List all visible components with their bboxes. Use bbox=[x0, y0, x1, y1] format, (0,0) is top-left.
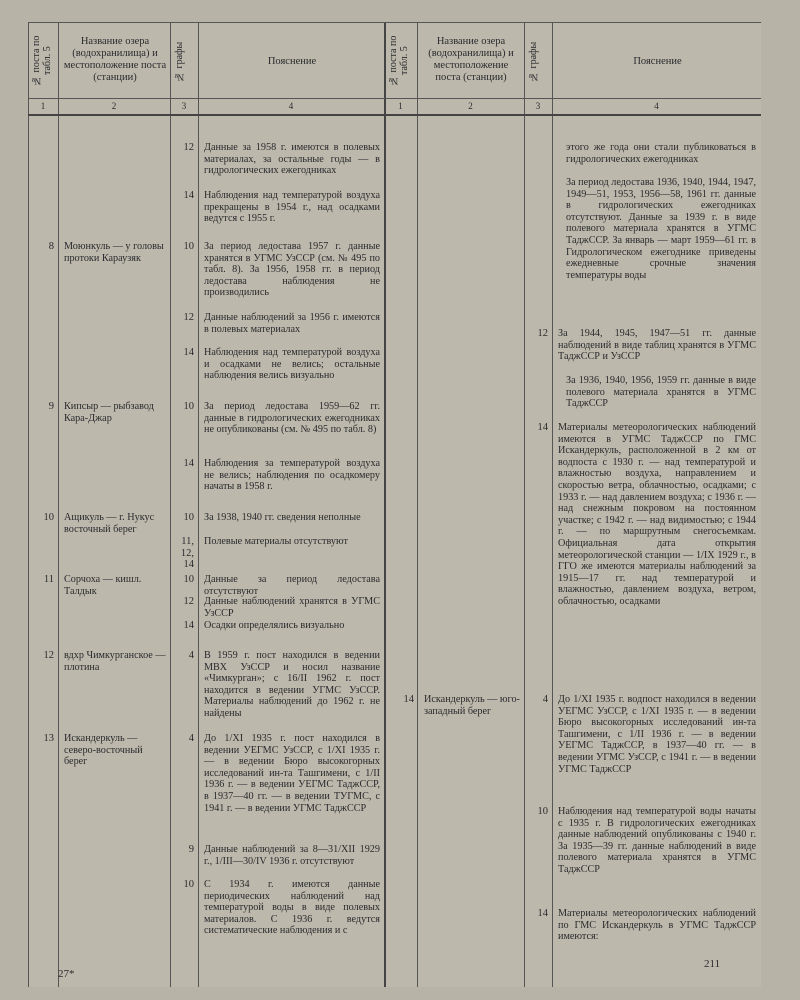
graph-number: 4 bbox=[188, 650, 194, 661]
header-post-no: № поста по табл. 5 bbox=[31, 35, 53, 87]
explanation-text: Полевые материалы отсутствуют bbox=[204, 536, 348, 547]
header-bottom-border bbox=[28, 114, 761, 116]
graph-number: 9 bbox=[188, 844, 194, 855]
lake-name: вдхр Чимкурганское — плотина bbox=[64, 650, 166, 673]
explanation-text: Данные наблюдений за 1956 г. имеются в полевых материалах bbox=[204, 312, 380, 335]
col-number: 4 bbox=[654, 101, 659, 111]
explanation-text: Наблюдения над температурой воды начаты с 1935 г. В гидрологических ежегодниках данные наблюдений опубликованы с 1940 г. За 1935—39 гг. данные наблюдений в виде полевого материала хранятся в УГМС ТаджССР bbox=[558, 806, 756, 875]
col-number: 2 bbox=[468, 101, 473, 111]
table-top-border bbox=[28, 22, 761, 23]
header-graph-no: № графы bbox=[174, 41, 185, 83]
lake-name: Искандеркуль — северо-восточный берег bbox=[64, 733, 143, 768]
explanation-text: За 1936, 1940, 1956, 1959 гг. данные в виде полевого материала хранятся в УГМС ТаджССР bbox=[566, 375, 756, 410]
post-number: 10 bbox=[43, 512, 54, 523]
col-divider bbox=[198, 22, 199, 987]
graph-number: 12 bbox=[537, 328, 548, 339]
graph-number: 14 bbox=[183, 458, 194, 469]
col-divider bbox=[552, 22, 553, 987]
graph-number: 10 bbox=[183, 512, 194, 523]
document-page bbox=[28, 22, 761, 987]
explanation-text: За период ледостава 1936, 1940, 1944, 1947, 1949—51, 1953, 1956—58, 1961 гг. данные в гидрологических ежегодниках отсутствуют. Данные за 1939 г. в виде полевого материала хранятся в УГМС ТаджССР. За январь — март 1959—61 гг. в Гидрологическом ежегоднике приведены ежедневные срочные значения температуры воды bbox=[566, 177, 756, 281]
col-number: 1 bbox=[40, 101, 46, 111]
explanation-text: Данные наблюдений за 8—31/XII 1929 г., 1/III—30/IV 1936 г. отсутствуют bbox=[204, 844, 380, 867]
explanation-text: этого же года они стали публиковаться в гидрологических ежегодниках bbox=[566, 142, 756, 165]
explanation-text: До 1/XI 1935 г. пост находился в ведении УЕГМС УзССР, с 1/XI 1935 г. — в ведении Бюро высокогорных исследований ин-та Ташгимени, с 1/II 1936 г. — в ведении УЕГМС ТаджССР, в 1937—40 гг. — в ведении ТУГМС, с 1941 г. — в ведении УГМС ТаджССР bbox=[204, 733, 380, 814]
lake-name: Моюнкуль — у головы протоки Караузяк bbox=[64, 241, 164, 264]
post-number: 8 bbox=[48, 241, 54, 252]
header-explanation-right: Пояснение bbox=[633, 56, 682, 67]
explanation-text: Наблюдения над температурой воздуха прекращены в 1954 г., над осадками ведутся с 1955 г. bbox=[204, 190, 380, 225]
table-border-left bbox=[28, 22, 29, 987]
signature-mark: 27* bbox=[58, 968, 75, 980]
graph-number: 14 bbox=[537, 422, 548, 433]
col-divider bbox=[524, 22, 525, 987]
post-number: 9 bbox=[48, 401, 54, 412]
lake-name: Сорчоха — кишл. Талдык bbox=[64, 574, 142, 597]
explanation-text: Осадки определялись визуально bbox=[204, 620, 345, 631]
post-number: 11 bbox=[43, 574, 54, 585]
col-number: 3 bbox=[535, 101, 541, 111]
explanation-text: Наблюдения над температурой воздуха и осадками не велись; остальные наблюдения велись визуально bbox=[204, 347, 380, 382]
lake-name: Искандеркуль — юго-западный берег bbox=[424, 694, 520, 717]
graph-number: 12 bbox=[183, 142, 194, 153]
header-graph-no-right: № графы bbox=[528, 41, 539, 83]
graph-number: 11, 12, 14 bbox=[180, 536, 194, 570]
col-number: 2 bbox=[111, 101, 117, 111]
explanation-text: До 1/XI 1935 г. водпост находился в ведении УЕГМС УзССР, с 1/XI 1935 г. — в ведении Бюро высокогорных исследований ин-та Ташгимени, с 1/II 1936 г. — в ведении УЕГМС ТаджССР, в 1937—40 гг. — в ведении УГМС УзССР, с 1941 г. — в ведении УГМС ТаджССР bbox=[558, 694, 756, 775]
explanation-text: За период ледостава 1959—62 гг. данные в гидрологических ежегодниках не опубликованы (см. № 495 по табл. 8) bbox=[204, 401, 380, 436]
explanation-text: Данные за период ледостава отсутствуют bbox=[204, 574, 380, 597]
explanation-text: За 1944, 1945, 1947—51 гг. данные наблюдений в виде таблиц хранятся в УГМС ТаджССР и УзССР bbox=[558, 328, 756, 363]
header-lake-name-right: Название озера (водохранилища) и местоположение поста (станции) bbox=[428, 36, 514, 83]
header-divider bbox=[28, 98, 761, 99]
graph-number: 10 bbox=[183, 401, 194, 412]
col-divider bbox=[58, 22, 59, 987]
graph-number: 10 bbox=[183, 241, 194, 252]
lake-name: Кипсыр — рыбзавод Кара-Джар bbox=[64, 401, 154, 424]
explanation-text: Материалы метеорологических наблюдений по ГМС Искандеркуль в УГМС ТаджССР имеются: bbox=[558, 908, 756, 943]
graph-number: 14 bbox=[183, 620, 194, 631]
graph-number: 10 bbox=[183, 879, 194, 890]
explanation-text: В 1959 г. пост находился в ведении МВХ УзССР и носил название «Чимкурган»; с 16/II 1962 г. пост находится в ведении УГМС УзССР. Материалы наблюдений до 1962 г. не найдены bbox=[204, 650, 380, 719]
col-divider bbox=[417, 22, 418, 987]
explanation-text: Данные за 1958 г. имеются в полевых материалах, за остальные годы — в гидрологических ежегодниках bbox=[204, 142, 380, 177]
graph-number: 4 bbox=[542, 694, 548, 705]
header-lake-name: Название озера (водохранилища) и местоположение поста (станции) bbox=[63, 36, 167, 83]
col-divider bbox=[170, 22, 171, 987]
graph-number: 12 bbox=[183, 596, 194, 607]
graph-number: 10 bbox=[537, 806, 548, 817]
page-split-divider bbox=[384, 22, 386, 987]
post-number: 12 bbox=[43, 650, 54, 661]
graph-number: 14 bbox=[537, 908, 548, 919]
graph-number: 14 bbox=[183, 190, 194, 201]
col-number: 3 bbox=[181, 101, 187, 111]
col-number: 1 bbox=[398, 101, 403, 111]
graph-number: 4 bbox=[188, 733, 194, 744]
explanation-text: С 1934 г. имеются данные периодических наблюдений над температурой воды в виде полевых материалов. С 1936 г. ведутся систематические наблюдения и с bbox=[204, 879, 380, 937]
explanation-text: Наблюдения за температурой воздуха не велись; наблюдения по осадкомеру начаты в 1958 г. bbox=[204, 458, 380, 493]
post-number: 14 bbox=[403, 694, 414, 705]
graph-number: 10 bbox=[183, 574, 194, 585]
header-post-no-right: № поста по табл. 5 bbox=[388, 35, 410, 87]
explanation-text: Материалы метеорологических наблюдений имеются в УГМС ТаджССР по ГМС Искандеркуль, расположенной в 2 км от водпоста с 1930 г. — над температурой и влажностью воздуха, направлением и скоростью ветра, облачностью, осадками; с 1933 г. — над давлением воздуха; с 1936 г. — над снежным покровом на постоянном участке; с 1942 г. — над видимостью; с 1944 г. — по маршрутным снегосъемкам. Официальная дата открытия метеорологической станции — 1/IX 1929 г., в ГГО же имеются материалы наблюдений за 1915—17 гг. над температурой и влажностью, давлением воздуха, ветром, облачностью, осадками bbox=[558, 422, 756, 607]
page-number: 211 bbox=[704, 958, 721, 970]
post-number: 13 bbox=[43, 733, 54, 744]
explanation-text: За период ледостава 1957 г. данные хранятся в УГМС УзССР (см. № 495 по табл. 8). За 1956, 1958 гг. в период ледостава наблюдения не производились bbox=[204, 241, 380, 299]
lake-name: Ащикуль — г. Нукус восточный берег bbox=[64, 512, 155, 535]
header-explanation: Пояснение bbox=[267, 56, 317, 67]
graph-number: 14 bbox=[183, 347, 194, 358]
explanation-text: Данные наблюдений хранятся в УГМС УзССР bbox=[204, 596, 380, 619]
explanation-text: За 1938, 1940 гг. сведения неполные bbox=[204, 512, 361, 523]
graph-number: 12 bbox=[183, 312, 194, 323]
col-number: 4 bbox=[288, 101, 294, 111]
